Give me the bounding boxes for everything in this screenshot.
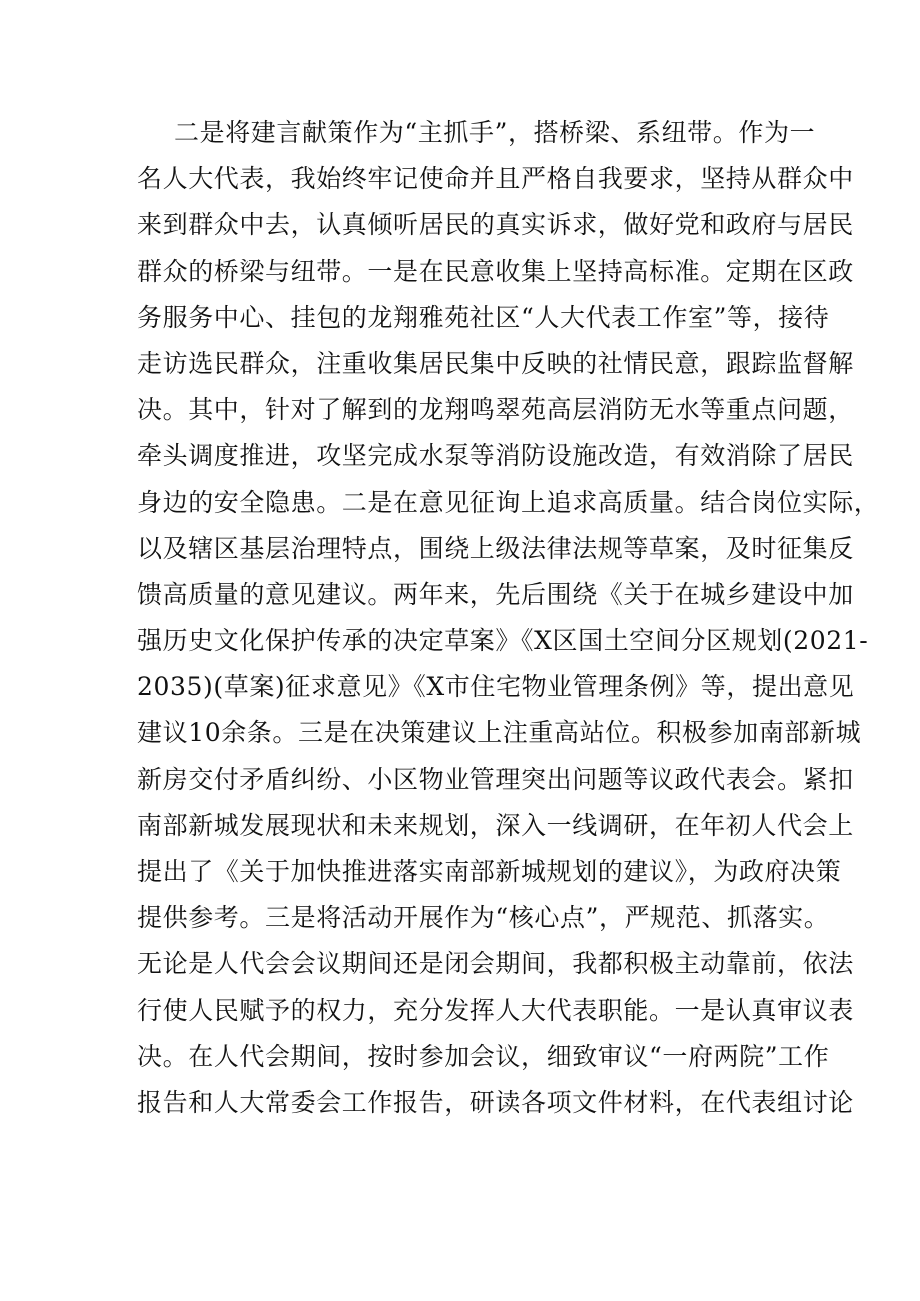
text-line: 提出了《关于加快推进落实南部新城规划的建议》，为政府决策 <box>137 857 842 886</box>
text-line: 新房交付矛盾纠纷、小区物业管理突出问题等议政代表会。紧扣 <box>137 764 854 794</box>
text-line: 无论是人代会会议期间还是闭会期间，我都积极主动靠前，依法 <box>137 949 854 979</box>
text-line: 名人大代表，我始终牢记使命并且严格自我要求，坚持从群众中 <box>137 164 854 194</box>
text-line: 牵头调度推进，攻坚完成水泵等消防设施改造，有效消除了居民 <box>137 441 854 471</box>
text-line: 决。在人代会期间，按时参加会议，细致审议“一府两院”工作 <box>137 1041 830 1071</box>
text-line: 二是将建言献策作为“主抓手”，搭桥梁、系纽带。作为一 <box>174 118 816 147</box>
text-line: 以及辖区基层治理特点，围绕上级法律法规等草案，及时征集反 <box>137 533 854 563</box>
text-line: 决。其中，针对了解到的龙翔鸣翠苑高层消防无水等重点问题， <box>137 395 854 425</box>
text-line: 馈高质量的意见建议。两年来，先后围绕《关于在城乡建设中加 <box>137 579 854 609</box>
text-line: 强历史文化保护传承的决定草案》《X区国土空间分区规划(2021- <box>137 626 869 656</box>
text-line: 2035)(草案)征求意见》《X市住宅物业管理条例》等，提出意见 <box>137 672 855 702</box>
text-line: 来到群众中去，认真倾听居民的真实诉求，做好党和政府与居民 <box>137 210 854 240</box>
text-line: 行使人民赋予的权力，充分发挥人大代表职能。一是认真审议表 <box>137 995 854 1025</box>
text-line: 报告和人大常委会工作报告，研读各项文件材料，在代表组讨论 <box>137 1087 854 1117</box>
text-line: 群众的桥梁与纽带。一是在民意收集上坚持高标准。定期在区政 <box>137 256 854 286</box>
text-line: 提供参考。三是将活动开展作为“核心点”，严规范、抓落实。 <box>137 903 830 933</box>
body-paragraph <box>137 110 880 1126</box>
text-line: 务服务中心、挂包的龙翔雅苑社区“人大代表工作室”等，接待 <box>137 302 830 332</box>
text-line: 走访选民群众，注重收集居民集中反映的社情民意，跟踪监督解 <box>137 348 854 378</box>
text-line: 建议10余条。三是在决策建议上注重高站位。积极参加南部新城 <box>137 718 862 748</box>
text-line: 身边的安全隐患。二是在意见征询上追求高质量。结合岗位实际， <box>137 487 880 517</box>
text-line: 南部新城发展现状和未来规划，深入一线调研，在年初人代会上 <box>137 810 854 840</box>
